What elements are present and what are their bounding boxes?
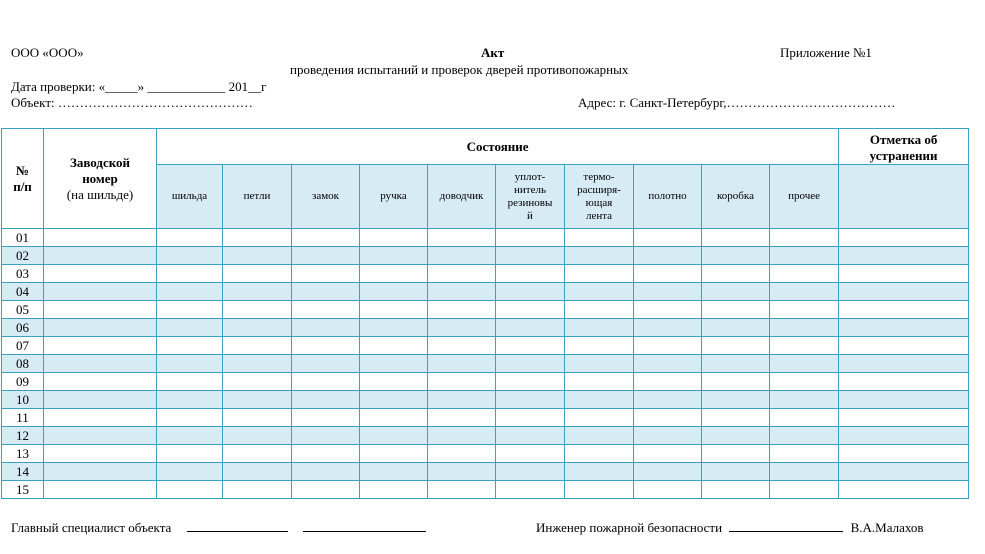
table-cell[interactable] bbox=[839, 301, 969, 319]
subheader-hinges bbox=[223, 165, 292, 229]
table-row bbox=[2, 283, 969, 301]
table-cell[interactable] bbox=[702, 319, 770, 337]
table-cell[interactable] bbox=[565, 481, 634, 499]
table-cell[interactable] bbox=[157, 445, 223, 463]
table-row bbox=[2, 445, 969, 463]
table-cell[interactable] bbox=[292, 427, 360, 445]
table-cell[interactable] bbox=[292, 355, 360, 373]
subheader-text: ручка bbox=[380, 190, 407, 202]
table-cell[interactable] bbox=[223, 463, 292, 481]
inspection-table bbox=[1, 128, 969, 499]
table-cell[interactable] bbox=[839, 319, 969, 337]
table-cell[interactable] bbox=[770, 373, 839, 391]
table-cell[interactable] bbox=[702, 463, 770, 481]
table-cell[interactable] bbox=[565, 247, 634, 265]
table-cell[interactable] bbox=[839, 265, 969, 283]
table-cell[interactable] bbox=[839, 373, 969, 391]
table-cell[interactable] bbox=[223, 481, 292, 499]
table-cell[interactable] bbox=[770, 409, 839, 427]
table-cell[interactable] bbox=[157, 301, 223, 319]
table-cell[interactable] bbox=[428, 229, 496, 247]
table-row bbox=[2, 391, 969, 409]
table-cell[interactable] bbox=[223, 409, 292, 427]
table-cell[interactable] bbox=[770, 481, 839, 499]
table-cell[interactable] bbox=[360, 391, 428, 409]
table-cell[interactable] bbox=[292, 301, 360, 319]
table-cell[interactable] bbox=[360, 409, 428, 427]
table-cell[interactable] bbox=[702, 481, 770, 499]
table-cell[interactable] bbox=[565, 337, 634, 355]
subheader-door-closer bbox=[428, 165, 496, 229]
table-cell[interactable] bbox=[44, 355, 157, 373]
table-cell[interactable] bbox=[360, 337, 428, 355]
table-cell[interactable] bbox=[428, 481, 496, 499]
table-cell[interactable] bbox=[44, 427, 157, 445]
table-cell[interactable] bbox=[44, 409, 157, 427]
table-row bbox=[2, 337, 969, 355]
header-row-number bbox=[2, 129, 44, 229]
table-cell[interactable] bbox=[839, 337, 969, 355]
subheader-text: резиновы bbox=[507, 196, 553, 209]
table-cell[interactable] bbox=[496, 463, 565, 481]
table-cell[interactable] bbox=[292, 409, 360, 427]
table-cell[interactable] bbox=[702, 265, 770, 283]
table-cell[interactable] bbox=[634, 319, 702, 337]
table-cell[interactable] bbox=[496, 445, 565, 463]
table-cell[interactable] bbox=[496, 355, 565, 373]
table-cell[interactable] bbox=[702, 373, 770, 391]
table-cell[interactable] bbox=[634, 391, 702, 409]
table-cell[interactable] bbox=[770, 463, 839, 481]
table-cell[interactable] bbox=[157, 337, 223, 355]
table-cell[interactable] bbox=[157, 481, 223, 499]
table-cell[interactable] bbox=[634, 337, 702, 355]
table-cell[interactable] bbox=[44, 319, 157, 337]
subheader-text: коробка bbox=[717, 190, 754, 202]
table-cell[interactable] bbox=[223, 283, 292, 301]
table-cell[interactable] bbox=[44, 391, 157, 409]
table-cell[interactable] bbox=[496, 283, 565, 301]
table-cell[interactable] bbox=[496, 481, 565, 499]
header-row-number-line2: п/п bbox=[13, 178, 32, 194]
table-cell[interactable] bbox=[634, 229, 702, 247]
header-serial-line3: (на шильде) bbox=[66, 186, 134, 202]
document-title: Акт bbox=[481, 45, 505, 60]
table-row bbox=[2, 355, 969, 373]
table-cell[interactable] bbox=[702, 301, 770, 319]
row-number: 11 bbox=[2, 409, 44, 427]
table-cell[interactable] bbox=[702, 355, 770, 373]
table-cell[interactable] bbox=[428, 427, 496, 445]
table-cell[interactable] bbox=[634, 409, 702, 427]
table-cell[interactable] bbox=[292, 391, 360, 409]
table-cell[interactable] bbox=[702, 427, 770, 445]
table-cell[interactable] bbox=[565, 463, 634, 481]
table-cell[interactable] bbox=[839, 247, 969, 265]
subheader-intumescent-tape bbox=[565, 165, 634, 229]
row-number: 03 bbox=[2, 265, 44, 283]
table-cell[interactable] bbox=[634, 373, 702, 391]
header-serial-line1: Заводской bbox=[69, 154, 131, 170]
subheader-door-leaf bbox=[634, 165, 702, 229]
table-cell[interactable] bbox=[496, 427, 565, 445]
table-cell[interactable] bbox=[292, 445, 360, 463]
table-cell[interactable] bbox=[770, 265, 839, 283]
table-cell[interactable] bbox=[702, 247, 770, 265]
table-cell[interactable] bbox=[770, 229, 839, 247]
table-cell[interactable] bbox=[496, 337, 565, 355]
table-cell[interactable] bbox=[839, 463, 969, 481]
table-cell[interactable] bbox=[634, 301, 702, 319]
table-cell[interactable] bbox=[496, 409, 565, 427]
table-cell[interactable] bbox=[157, 373, 223, 391]
table-cell[interactable] bbox=[565, 229, 634, 247]
table-cell[interactable] bbox=[839, 229, 969, 247]
table-cell[interactable] bbox=[839, 391, 969, 409]
table-cell[interactable] bbox=[223, 301, 292, 319]
table-cell[interactable] bbox=[496, 373, 565, 391]
table-cell[interactable] bbox=[496, 301, 565, 319]
table-cell[interactable] bbox=[770, 247, 839, 265]
table-cell[interactable] bbox=[428, 409, 496, 427]
row-number: 12 bbox=[2, 427, 44, 445]
table-cell[interactable] bbox=[839, 427, 969, 445]
table-cell[interactable] bbox=[44, 229, 157, 247]
row-number: 14 bbox=[2, 463, 44, 481]
row-number: 13 bbox=[2, 445, 44, 463]
table-cell[interactable] bbox=[428, 319, 496, 337]
header-serial-line2: номер bbox=[82, 170, 118, 186]
table-cell[interactable] bbox=[360, 481, 428, 499]
table-cell[interactable] bbox=[702, 337, 770, 355]
table-cell[interactable] bbox=[223, 265, 292, 283]
table-cell[interactable] bbox=[292, 463, 360, 481]
table-cell[interactable] bbox=[223, 427, 292, 445]
address-field: Адрес: г. Санкт-Петербург,………………………………… bbox=[578, 95, 896, 110]
table-cell[interactable] bbox=[157, 355, 223, 373]
table-row bbox=[2, 373, 969, 391]
table-cell[interactable] bbox=[770, 301, 839, 319]
row-number: 01 bbox=[2, 229, 44, 247]
table-cell[interactable] bbox=[44, 481, 157, 499]
table-cell[interactable] bbox=[565, 409, 634, 427]
table-cell[interactable] bbox=[428, 265, 496, 283]
table-cell[interactable] bbox=[44, 283, 157, 301]
table-cell[interactable] bbox=[428, 247, 496, 265]
table-cell[interactable] bbox=[770, 355, 839, 373]
subheader-nameplate bbox=[157, 165, 223, 229]
table-cell[interactable] bbox=[360, 265, 428, 283]
table-cell[interactable] bbox=[292, 229, 360, 247]
table-cell[interactable] bbox=[770, 319, 839, 337]
document-subtitle: проведения испытаний и проверок дверей противопожарных bbox=[290, 62, 629, 77]
table-cell[interactable] bbox=[496, 319, 565, 337]
table-cell[interactable] bbox=[223, 319, 292, 337]
table-cell[interactable] bbox=[44, 445, 157, 463]
table-row bbox=[2, 301, 969, 319]
subheader-text: термо- bbox=[583, 170, 615, 183]
header-row-number-line1: № bbox=[15, 162, 30, 178]
subheader-rubber-seal bbox=[496, 165, 565, 229]
table-cell[interactable] bbox=[292, 373, 360, 391]
header-note-line1: Отметка об bbox=[869, 132, 938, 147]
table-row bbox=[2, 229, 969, 247]
table-cell[interactable] bbox=[44, 463, 157, 481]
table-cell[interactable] bbox=[565, 373, 634, 391]
subheader-other bbox=[770, 165, 839, 229]
table-cell[interactable] bbox=[292, 319, 360, 337]
table-cell[interactable] bbox=[565, 265, 634, 283]
table-cell[interactable] bbox=[360, 229, 428, 247]
table-cell[interactable] bbox=[770, 283, 839, 301]
table-cell[interactable] bbox=[292, 283, 360, 301]
table-cell[interactable] bbox=[702, 229, 770, 247]
table-cell[interactable] bbox=[565, 355, 634, 373]
table-cell[interactable] bbox=[496, 229, 565, 247]
table-cell[interactable] bbox=[428, 283, 496, 301]
table-cell[interactable] bbox=[839, 409, 969, 427]
subheader-frame bbox=[702, 165, 770, 229]
table-cell[interactable] bbox=[634, 265, 702, 283]
fire-safety-engineer-name: В.А.Малахов bbox=[850, 520, 924, 535]
table-cell[interactable] bbox=[428, 463, 496, 481]
fire-safety-engineer-label: Инженер пожарной безопасности bbox=[536, 520, 723, 535]
table-cell[interactable] bbox=[360, 283, 428, 301]
table-row bbox=[2, 409, 969, 427]
table-cell[interactable] bbox=[428, 373, 496, 391]
subheader-text: петли bbox=[243, 190, 271, 202]
table-cell[interactable] bbox=[360, 247, 428, 265]
table-cell[interactable] bbox=[634, 463, 702, 481]
subheader-text: расширя- bbox=[577, 183, 621, 196]
table-cell[interactable] bbox=[702, 445, 770, 463]
row-number: 15 bbox=[2, 481, 44, 499]
table-cell[interactable] bbox=[223, 355, 292, 373]
table-cell[interactable] bbox=[157, 247, 223, 265]
subheader-text: лента bbox=[585, 209, 613, 222]
table-cell[interactable] bbox=[44, 265, 157, 283]
subheader-text: й bbox=[527, 209, 533, 222]
table-cell[interactable] bbox=[770, 337, 839, 355]
table-cell[interactable] bbox=[360, 301, 428, 319]
table-cell[interactable] bbox=[428, 355, 496, 373]
subheader-text: полотно bbox=[648, 190, 687, 202]
table-cell[interactable] bbox=[634, 283, 702, 301]
table-cell[interactable] bbox=[770, 391, 839, 409]
table-cell[interactable] bbox=[292, 337, 360, 355]
table-cell[interactable] bbox=[428, 301, 496, 319]
organization-name: ООО «ООО» bbox=[11, 45, 84, 60]
table-row bbox=[2, 247, 969, 265]
row-number: 08 bbox=[2, 355, 44, 373]
table-cell[interactable] bbox=[770, 445, 839, 463]
subheader-handle bbox=[360, 165, 428, 229]
table-row bbox=[2, 463, 969, 481]
row-number: 06 bbox=[2, 319, 44, 337]
table-cell[interactable] bbox=[634, 445, 702, 463]
table-cell[interactable] bbox=[44, 373, 157, 391]
table-cell[interactable] bbox=[496, 265, 565, 283]
row-number: 05 bbox=[2, 301, 44, 319]
row-number: 02 bbox=[2, 247, 44, 265]
table-cell[interactable] bbox=[565, 301, 634, 319]
table-cell[interactable] bbox=[634, 481, 702, 499]
table-cell[interactable] bbox=[157, 265, 223, 283]
header-serial-number bbox=[44, 129, 157, 229]
table-cell[interactable] bbox=[223, 337, 292, 355]
table-cell[interactable] bbox=[360, 445, 428, 463]
subheader-text: шильда bbox=[171, 190, 208, 202]
table-cell[interactable] bbox=[565, 427, 634, 445]
table-cell[interactable] bbox=[565, 391, 634, 409]
table-cell[interactable] bbox=[44, 301, 157, 319]
appendix-label: Приложение №1 bbox=[780, 45, 872, 60]
table-cell[interactable] bbox=[839, 283, 969, 301]
table-cell[interactable] bbox=[702, 391, 770, 409]
chief-specialist-label: Главный специалист объекта bbox=[11, 520, 172, 535]
table-cell[interactable] bbox=[157, 229, 223, 247]
header-note-line2: устранении bbox=[869, 148, 938, 163]
table-row bbox=[2, 265, 969, 283]
table-cell[interactable] bbox=[565, 445, 634, 463]
table-cell[interactable] bbox=[839, 481, 969, 499]
subheader-text: доводчик bbox=[439, 190, 484, 202]
table-cell[interactable] bbox=[839, 445, 969, 463]
table-cell[interactable] bbox=[428, 391, 496, 409]
subheader-text: ющая bbox=[585, 196, 613, 209]
table-cell[interactable] bbox=[496, 247, 565, 265]
inspection-date-field: Дата проверки: «_____» ____________ 201__г bbox=[11, 79, 267, 94]
table-cell[interactable] bbox=[360, 463, 428, 481]
table-cell[interactable] bbox=[770, 427, 839, 445]
object-field: Объект: ……………………………………… bbox=[11, 95, 253, 110]
table-cell[interactable] bbox=[157, 463, 223, 481]
table-cell[interactable] bbox=[702, 283, 770, 301]
row-number: 07 bbox=[2, 337, 44, 355]
table-cell[interactable] bbox=[428, 445, 496, 463]
table-cell[interactable] bbox=[360, 373, 428, 391]
table-cell[interactable] bbox=[157, 391, 223, 409]
table-cell[interactable] bbox=[157, 427, 223, 445]
name-line bbox=[303, 519, 426, 532]
chief-specialist-signature bbox=[11, 519, 426, 536]
fire-safety-engineer-signature bbox=[536, 519, 923, 536]
subheader-text: уплот- bbox=[514, 170, 546, 183]
row-number: 04 bbox=[2, 283, 44, 301]
header-condition: Состояние bbox=[157, 129, 839, 165]
table-cell[interactable] bbox=[44, 247, 157, 265]
table-cell[interactable] bbox=[360, 319, 428, 337]
table-row bbox=[2, 319, 969, 337]
table-cell[interactable] bbox=[565, 283, 634, 301]
table-row bbox=[2, 481, 969, 499]
table-cell[interactable] bbox=[223, 391, 292, 409]
header-remediation-note bbox=[839, 129, 969, 165]
signature-line bbox=[729, 519, 843, 532]
table-cell[interactable] bbox=[292, 247, 360, 265]
row-number: 09 bbox=[2, 373, 44, 391]
table-cell[interactable] bbox=[157, 283, 223, 301]
table-cell[interactable] bbox=[292, 265, 360, 283]
table-cell[interactable] bbox=[223, 445, 292, 463]
table-cell[interactable] bbox=[839, 355, 969, 373]
table-cell[interactable] bbox=[44, 337, 157, 355]
table-cell[interactable] bbox=[702, 409, 770, 427]
table-cell[interactable] bbox=[634, 247, 702, 265]
table-cell[interactable] bbox=[223, 247, 292, 265]
table-cell[interactable] bbox=[496, 391, 565, 409]
table-cell[interactable] bbox=[634, 427, 702, 445]
table-cell[interactable] bbox=[157, 409, 223, 427]
table-cell[interactable] bbox=[360, 427, 428, 445]
table-cell[interactable] bbox=[292, 481, 360, 499]
table-cell[interactable] bbox=[565, 319, 634, 337]
subheader-text: прочее bbox=[788, 190, 820, 202]
table-cell[interactable] bbox=[223, 229, 292, 247]
table-cell[interactable] bbox=[634, 355, 702, 373]
row-number: 10 bbox=[2, 391, 44, 409]
table-row bbox=[2, 427, 969, 445]
table-cell[interactable] bbox=[223, 373, 292, 391]
signature-line bbox=[187, 519, 288, 532]
table-cell[interactable] bbox=[360, 355, 428, 373]
subheader-note-blank bbox=[839, 165, 969, 229]
subheader-text: замок bbox=[311, 190, 340, 202]
subheader-lock bbox=[292, 165, 360, 229]
table-cell[interactable] bbox=[428, 337, 496, 355]
subheader-text: нитель bbox=[514, 183, 546, 196]
table-cell[interactable] bbox=[157, 319, 223, 337]
